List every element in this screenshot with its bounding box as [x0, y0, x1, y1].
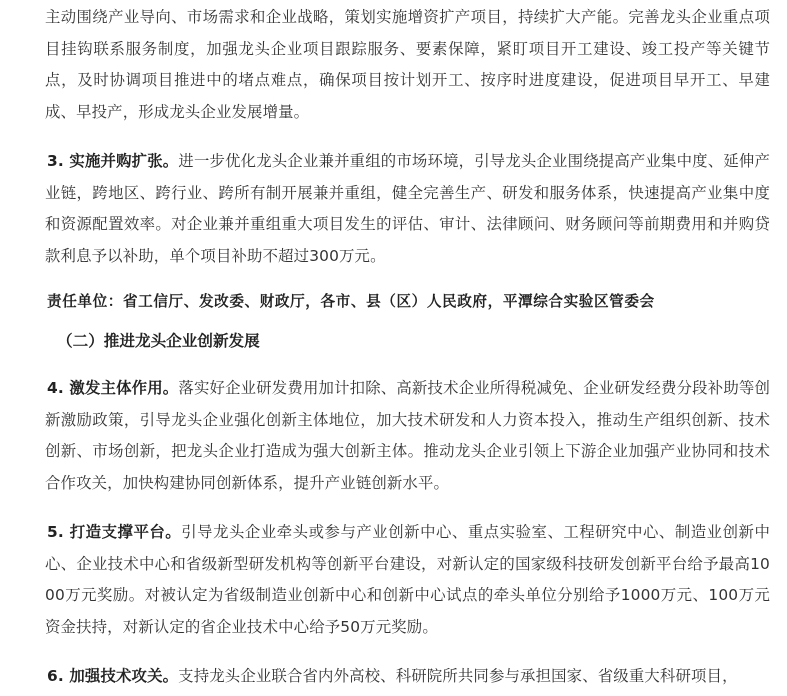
- item-6-paragraph: [45, 661, 770, 693]
- responsible-units: 责任单位：省工信厅、发改委、财政厅，各市、县（区）人民政府，平潭综合实验区管委会: [47, 293, 655, 310]
- item-3-lead: 3. 实施并购扩张。: [47, 152, 179, 170]
- item-6-lead: 6. 加强技术攻关。: [47, 667, 179, 685]
- item-3-paragraph: [45, 146, 770, 272]
- document-body: [45, 0, 770, 693]
- item-5-lead: 5. 打造支撑平台。: [47, 523, 182, 541]
- item-3-body: 进一步优化龙头企业兼并重组的市场环境，引导龙头企业围绕提高产业集中度、延伸产业链，跨地区、跨行业、跨所有制开展兼并重组，健全完善生产、研发和服务体系，快速提高产业集中度和资源配置效率。对企业兼并重组重大项目发生的评估、审计、法律顾问、财务顾问等前期费用和并购贷款利息予以补助，单个项目补助不超过300万元。: [45, 152, 771, 265]
- intro-paragraph: 主动围绕产业导向、市场需求和企业战略，策划实施增资扩产项目，持续扩大产能。完善龙头企业重点项目挂钩联系服务制度，加强龙头企业项目跟踪服务、要素保障，紧盯项目开工建设、竣工投产等关键节点，及时协调项目推进中的堵点难点，确保项目按计划开工、按序时进度建设，促进项目早开工、早建成、早投产，形成龙头企业发展增量。: [45, 8, 770, 121]
- item-4-lead: 4. 激发主体作用。: [47, 379, 179, 397]
- item-5-body: 引导龙头企业牵头或参与产业创新中心、重点实验室、工程研究中心、制造业创新中心、企业技术中心和省级新型研发机构等创新平台建设，对新认定的国家级科技研发创新平台给予最高1000万元奖励。对被认定为省级制造业创新中心和创新中心试点的牵头单位分别给予1000万元、100万元资金扶持，对新认定的省企业技术中心给予50万元奖励。: [45, 523, 770, 636]
- item-5-paragraph: [45, 517, 770, 643]
- item-6-body: 支持龙头企业联合省内外高校、科研院所共同参与承担国家、省级重大科研项目，: [178, 667, 738, 685]
- item-4-paragraph: [45, 373, 770, 499]
- item-4-body: 落实好企业研发费用加计扣除、高新技术企业所得税减免、企业研发经费分段补助等创新激励政策，引导龙头企业强化创新主体地位，加大技术研发和人力资本投入，推动生产组织创新、技术创新、市场创新，把龙头企业打造成为强大创新主体。推动龙头企业引领上下游企业加强产业协同和技术合作攻关，加快构建协同创新体系，提升产业链创新水平。: [45, 379, 771, 492]
- section-heading: （二）推进龙头企业创新发展: [57, 332, 260, 350]
